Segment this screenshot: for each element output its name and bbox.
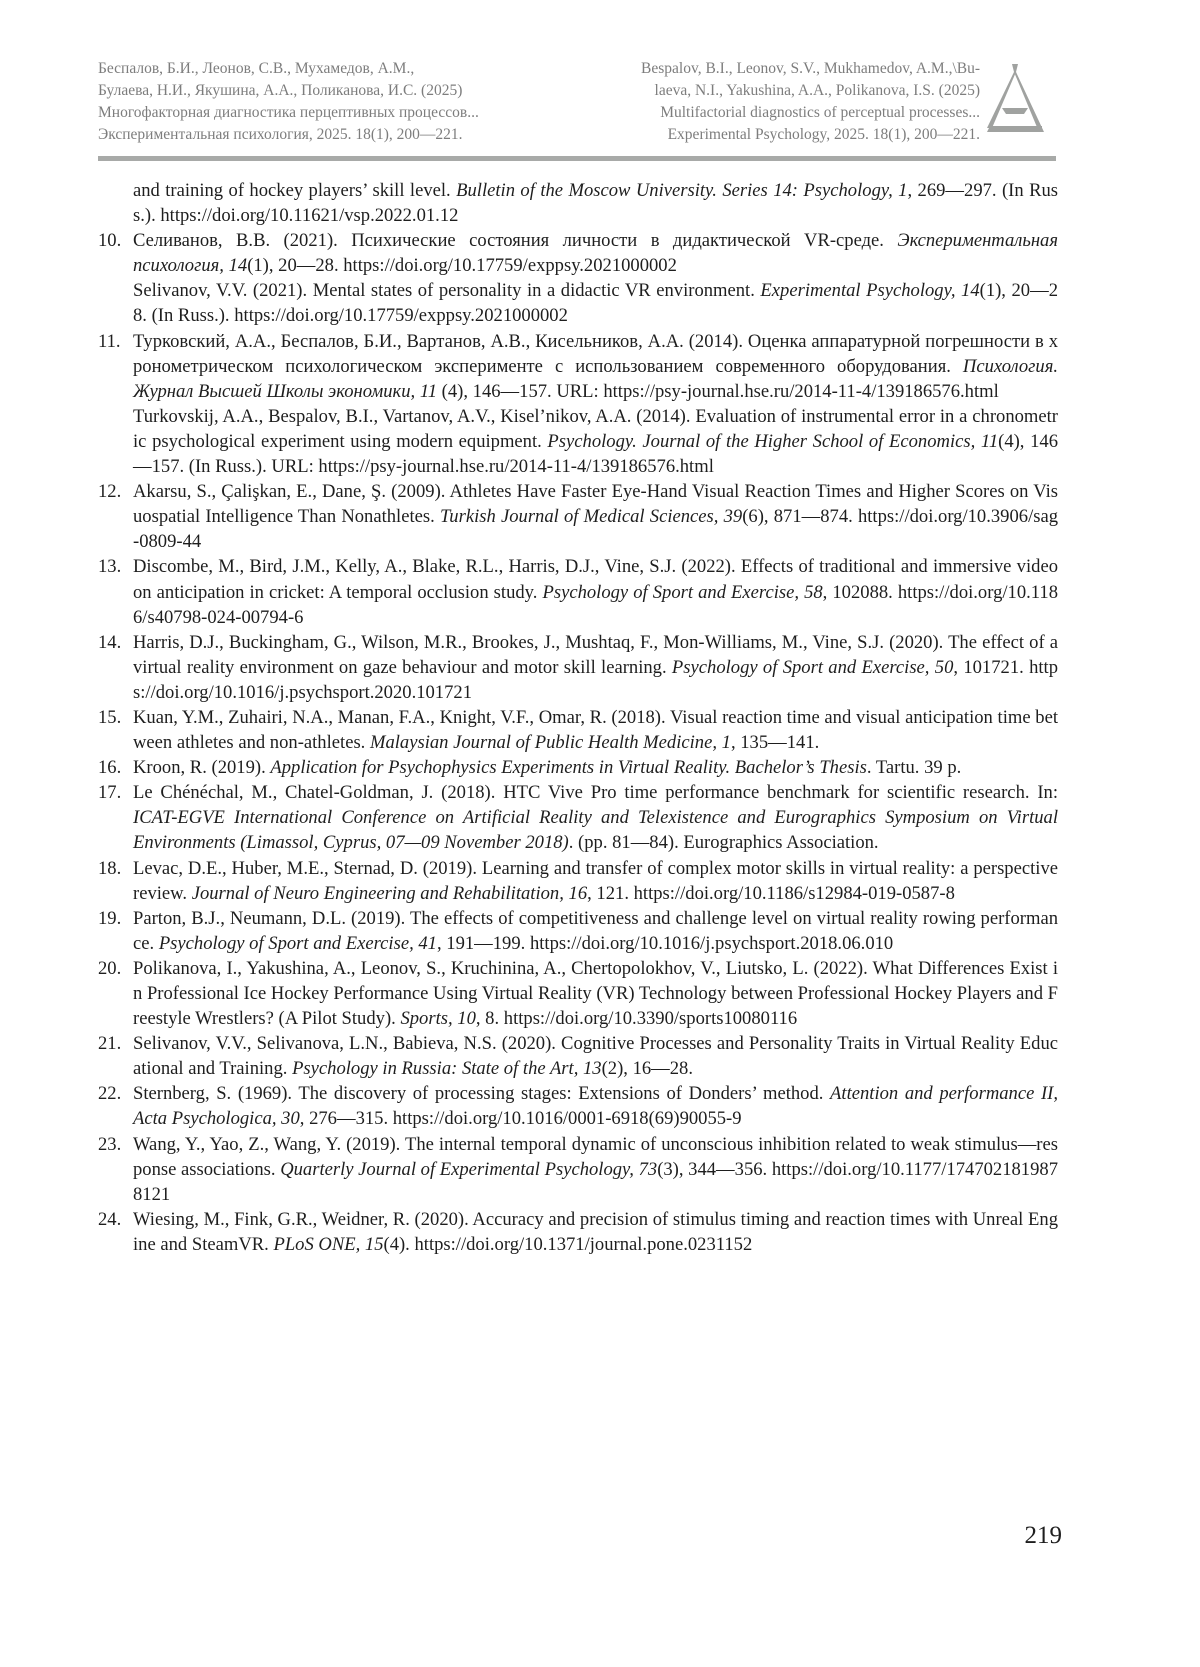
reference-text [133, 1081, 1058, 1131]
reference-text [133, 755, 1058, 780]
reference-item [98, 1081, 1058, 1131]
reference-number: 23. [98, 1133, 122, 1155]
reference-item [98, 329, 1058, 480]
reference-text [133, 479, 1058, 554]
reference-text [133, 329, 1058, 480]
header-line: Multifactorial diagnostics of perceptual processes... [660, 104, 980, 121]
reference-original: Wang, Y., Yao, Z., Wang, Y. (2019). The internal temporal dynamic of unconscious inhibition related to weak stimulus—response associations. Quarterly Journal of Experimental Psychology, 73(3), 344—356. https://doi.org/10.1177/1747021819878121 [133, 1133, 1058, 1205]
reference-original: Le Chénéchal, M., Chatel-Goldman, J. (2018). HTC Vive Pro time performance benchmark for scientific research. In: ICAT-EGVE International Conference on Artificial Reality and Telexistence and Eurographics Symposium on Virtual Environments (Limassol, Cyprus, 07—09 November 2018). (pp. 81—84). Eurographics Association. [133, 782, 1058, 854]
header-line: Беспалов, Б.И., Леонов, С.В., Мухамедов, А.М., [98, 60, 415, 77]
reference-text [133, 228, 1058, 328]
reference-original: Selivanov, V.V., Selivanova, L.N., Babieva, N.S. (2020). Cognitive Processes and Personality Traits in Virtual Reality Educational and Training. Psychology in Russia: State of the Art, 13(2), 16—28. [133, 1033, 1058, 1080]
compass-triangle-logo-icon [982, 58, 1048, 138]
reference-text [133, 906, 1058, 956]
reference-number: 14. [98, 631, 122, 653]
reference-original: Discombe, M., Bird, J.M., Kelly, A., Blake, R.L., Harris, D.J., Vine, S.J. (2022). Effects of traditional and immersive video on anticipation in cricket: A temporal occlusion study. Psychology of Sport and Exercise, 58, 102088. https://doi.org/10.1186/s40798-024-00794-6 [133, 556, 1058, 628]
reference-number: 11. [98, 330, 121, 352]
reference-number: 17. [98, 782, 122, 804]
reference-text [133, 554, 1058, 629]
reference-number: 12. [98, 481, 122, 503]
reference-item [98, 856, 1058, 906]
reference-number: 22. [98, 1083, 122, 1105]
header-citation-english [560, 58, 980, 146]
reference-text [133, 780, 1058, 855]
reference-text [133, 856, 1058, 906]
reference-original: Селиванов, В.В. (2021). Психические состояния личности в дидактической VR-среде. Экспериментальная психология, 14(1), 20—28. https://doi.org/10.17759/exppsy.2021000002 [133, 230, 1058, 277]
reference-item [98, 906, 1058, 956]
reference-number: 13. [98, 556, 122, 578]
reference-number: 18. [98, 857, 122, 879]
reference-original: Levac, D.E., Huber, M.E., Sternad, D. (2019). Learning and transfer of complex motor skills in virtual reality: a perspective review. Journal of Neuro Engineering and Rehabilitation, 16, 121. https://doi.org/10.1186/s12984-019-0587-8 [133, 857, 1058, 904]
reference-text [133, 1031, 1058, 1081]
reference-item [98, 780, 1058, 855]
header-line: laeva, N.I., Yakushina, A.A., Polikanova, I.S. (2025) [654, 82, 980, 99]
header-line: Experimental Psychology, 2025. 18(1), 200—221. [667, 126, 980, 143]
reference-item [98, 228, 1058, 328]
reference-number: 20. [98, 957, 122, 979]
header-rule [98, 156, 1056, 161]
reference-original: Турковский, А.А., Беспалов, Б.И., Вартанов, А.В., Кисельников, А.А. (2014). Оценка аппаратурной погрешности в хронометрическом психологическом эксперименте с использованием современного оборудования. Психология. Журнал Высшей Школы экономики, 11 (4), 146—157. URL: https://psy-journal.hse.ru/2014-11-4/139186576.html [133, 330, 1058, 402]
reference-translation: Selivanov, V.V. (2021). Mental states of personality in a didactic VR environment. Experimental Psychology, 14(1), 20—28. (In Russ.). https://doi.org/10.17759/exppsy.2021000002 [133, 280, 1058, 327]
reference-original: Wiesing, M., Fink, G.R., Weidner, R. (2020). Accuracy and precision of stimulus timing and reaction times with Unreal Engine and SteamVR. PLoS ONE, 15(4). https://doi.org/10.1371/journal.pone.0231152 [133, 1208, 1058, 1255]
reference-number: 16. [98, 757, 122, 779]
header-citation-russian [98, 58, 538, 146]
reference-item [98, 630, 1058, 705]
header-line: Многофакторная диагностика перцептивных процессов... [98, 104, 479, 121]
reference-original: Harris, D.J., Buckingham, G., Wilson, M.R., Brookes, J., Mushtaq, F., Mon-Williams, M., Vine, S.J. (2020). The effect of a virtual reality environment on gaze behaviour and motor skill learning. Psychology of Sport and Exercise, 50, 101721. https://doi.org/10.1016/j.psychsport.2020.101721 [133, 631, 1058, 703]
running-header [98, 58, 1058, 158]
reference-item [98, 1031, 1058, 1081]
reference-item [98, 554, 1058, 629]
reference-original: Sternberg, S. (1969). The discovery of processing stages: Extensions of Donders’ method. Attention and performance II, Acta Psychologica, 30, 276—315. https://doi.org/10.1016/0001-6918(69)90055-9 [133, 1083, 1059, 1130]
reference-original: Akarsu, S., Çalişkan, E., Dane, Ş. (2009). Athletes Have Faster Eye-Hand Visual Reaction Times and Higher Scores on Visuospatial Intelligence Than Nonathletes. Turkish Journal of Medical Sciences, 39(6), 871—874. https://doi.org/10.3906/sag-0809-44 [133, 481, 1059, 553]
reference-original: Polikanova, I., Yakushina, A., Leonov, S., Kruchinina, A., Chertopolokhov, V., Liutsko, L. (2022). What Differences Exist in Professional Ice Hockey Performance Using Virtual Reality (VR) Technology between Professional Hockey Players and Freestyle Wrestlers? (A Pilot Study). Sports, 10, 8. https://doi.org/10.3390/sports10080116 [133, 957, 1058, 1030]
reference-text [133, 1132, 1058, 1207]
reference-continuation: and training of hockey players’ skill level. Bulletin of the Moscow University. Series 14: Psychology, 1, 269—297. (In Russ.). https://doi.org/10.11621/vsp.2022.01.12 [133, 180, 1059, 227]
reference-item [98, 705, 1058, 755]
reference-text [133, 705, 1058, 755]
header-line: Булаева, Н.И., Якушина, А.А., Поликанова, И.С. (2025) [98, 82, 463, 99]
page-number: 219 [1024, 1522, 1062, 1549]
reference-number: 24. [98, 1208, 122, 1230]
header-line: Экспериментальная психология, 2025. 18(1), 200—221. [98, 126, 463, 143]
reference-item [98, 479, 1058, 554]
reference-number: 15. [98, 706, 122, 728]
reference-item [98, 1207, 1058, 1257]
reference-text [133, 956, 1058, 1031]
reference-number: 10. [98, 230, 122, 252]
reference-item [98, 755, 1058, 780]
reference-text [133, 630, 1058, 705]
reference-original: Kroon, R. (2019). Application for Psychophysics Experiments in Virtual Reality. Bachelor’s Thesis. Tartu. 39 p. [133, 757, 962, 779]
reference-number: 21. [98, 1033, 122, 1055]
reference-item [98, 956, 1058, 1031]
reference-number: 19. [98, 907, 122, 929]
reference-original: Kuan, Y.M., Zuhairi, N.A., Manan, F.A., Knight, V.F., Omar, R. (2018). Visual reaction time and visual anticipation time between athletes and non-athletes. Malaysian Journal of Public Health Medicine, 1, 135—141. [133, 706, 1058, 754]
reference-original: Parton, B.J., Neumann, D.L. (2019). The effects of competitiveness and challenge level on virtual reality rowing performance. Psychology of Sport and Exercise, 41, 191—199. https://doi.org/10.1016/j.psychsport.2018.06.010 [133, 907, 1058, 954]
reference-translation: Turkovskij, A.A., Bespalov, B.I., Vartanov, A.V., Kisel’nikov, A.A. (2014). Evaluation of instrumental error in a chronometric psychological experiment using modern equipment. Psychology. Journal of the Higher School of Economics, 11(4), 146—157. (In Russ.). URL: https://psy-journal.hse.ru/2014-11-4/139186576.html [133, 405, 1058, 478]
reference-item [98, 1132, 1058, 1207]
reference-text [133, 1207, 1058, 1257]
header-line: Bespalov, B.I., Leonov, S.V., Mukhamedov, A.M.,\Bu- [641, 60, 980, 77]
reference-list [98, 178, 1058, 1257]
